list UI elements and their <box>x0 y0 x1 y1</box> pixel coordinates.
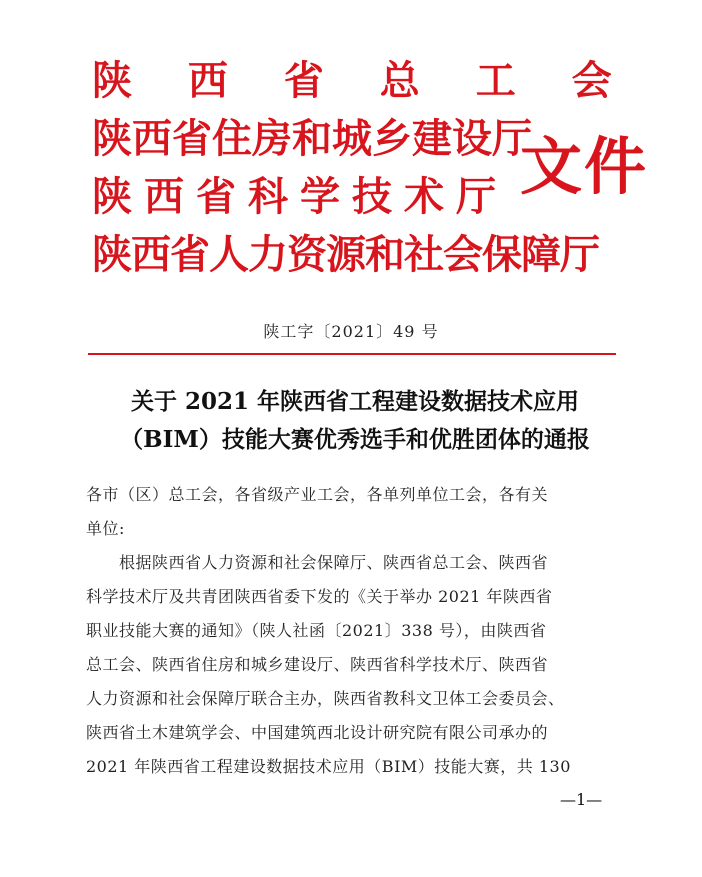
body-line: 单位: <box>86 519 125 538</box>
body-line: 陕西省土木建筑学会、中国建筑西北设计研究院有限公司承办的 <box>86 723 549 742</box>
red-divider <box>88 353 616 355</box>
body-line: 2021 年陕西省工程建设数据技术应用（BIM）技能大赛，共 130 <box>86 757 571 776</box>
body-line: 科学技术厅及共青团陕西省委下发的《关于举办 2021 年陕西省 <box>86 587 553 606</box>
body-line: 职业技能大赛的通知》（陕人社函〔2021〕338 号），由陕西省 <box>86 621 547 640</box>
body-line: 各市（区）总工会，各省级产业工会，各单列单位工会，各有关 <box>86 485 549 504</box>
body-line: 根据陕西省人力资源和社会保障厅、陕西省总工会、陕西省 <box>86 553 549 572</box>
page-number: —1— <box>560 790 603 809</box>
issuer-3: 陕西省科学技术厅 <box>92 174 508 220</box>
issuer-4: 陕西省人力资源和社会保障厅 <box>92 232 599 278</box>
issuer-2: 陕西省住房和城乡建设厅 <box>92 116 532 162</box>
title-line-2: （BIM）技能大赛优秀选手和优胜团体的通报 <box>120 426 590 453</box>
document-suffix: 文件 <box>520 130 649 203</box>
body-line: 人力资源和社会保障厅联合主办，陕西省教科文卫体工会委员会、 <box>86 689 565 708</box>
issuer-1: 陕 西 省 总 工 会 <box>92 58 633 104</box>
body-line: 总工会、陕西省住房和城乡建设厅、陕西省科学技术厅、陕西省 <box>86 655 549 674</box>
document-number: 陕工字〔2021〕49 号 <box>263 322 439 341</box>
title-line-1: 关于 2021 年陕西省工程建设数据技术应用 <box>130 388 580 415</box>
